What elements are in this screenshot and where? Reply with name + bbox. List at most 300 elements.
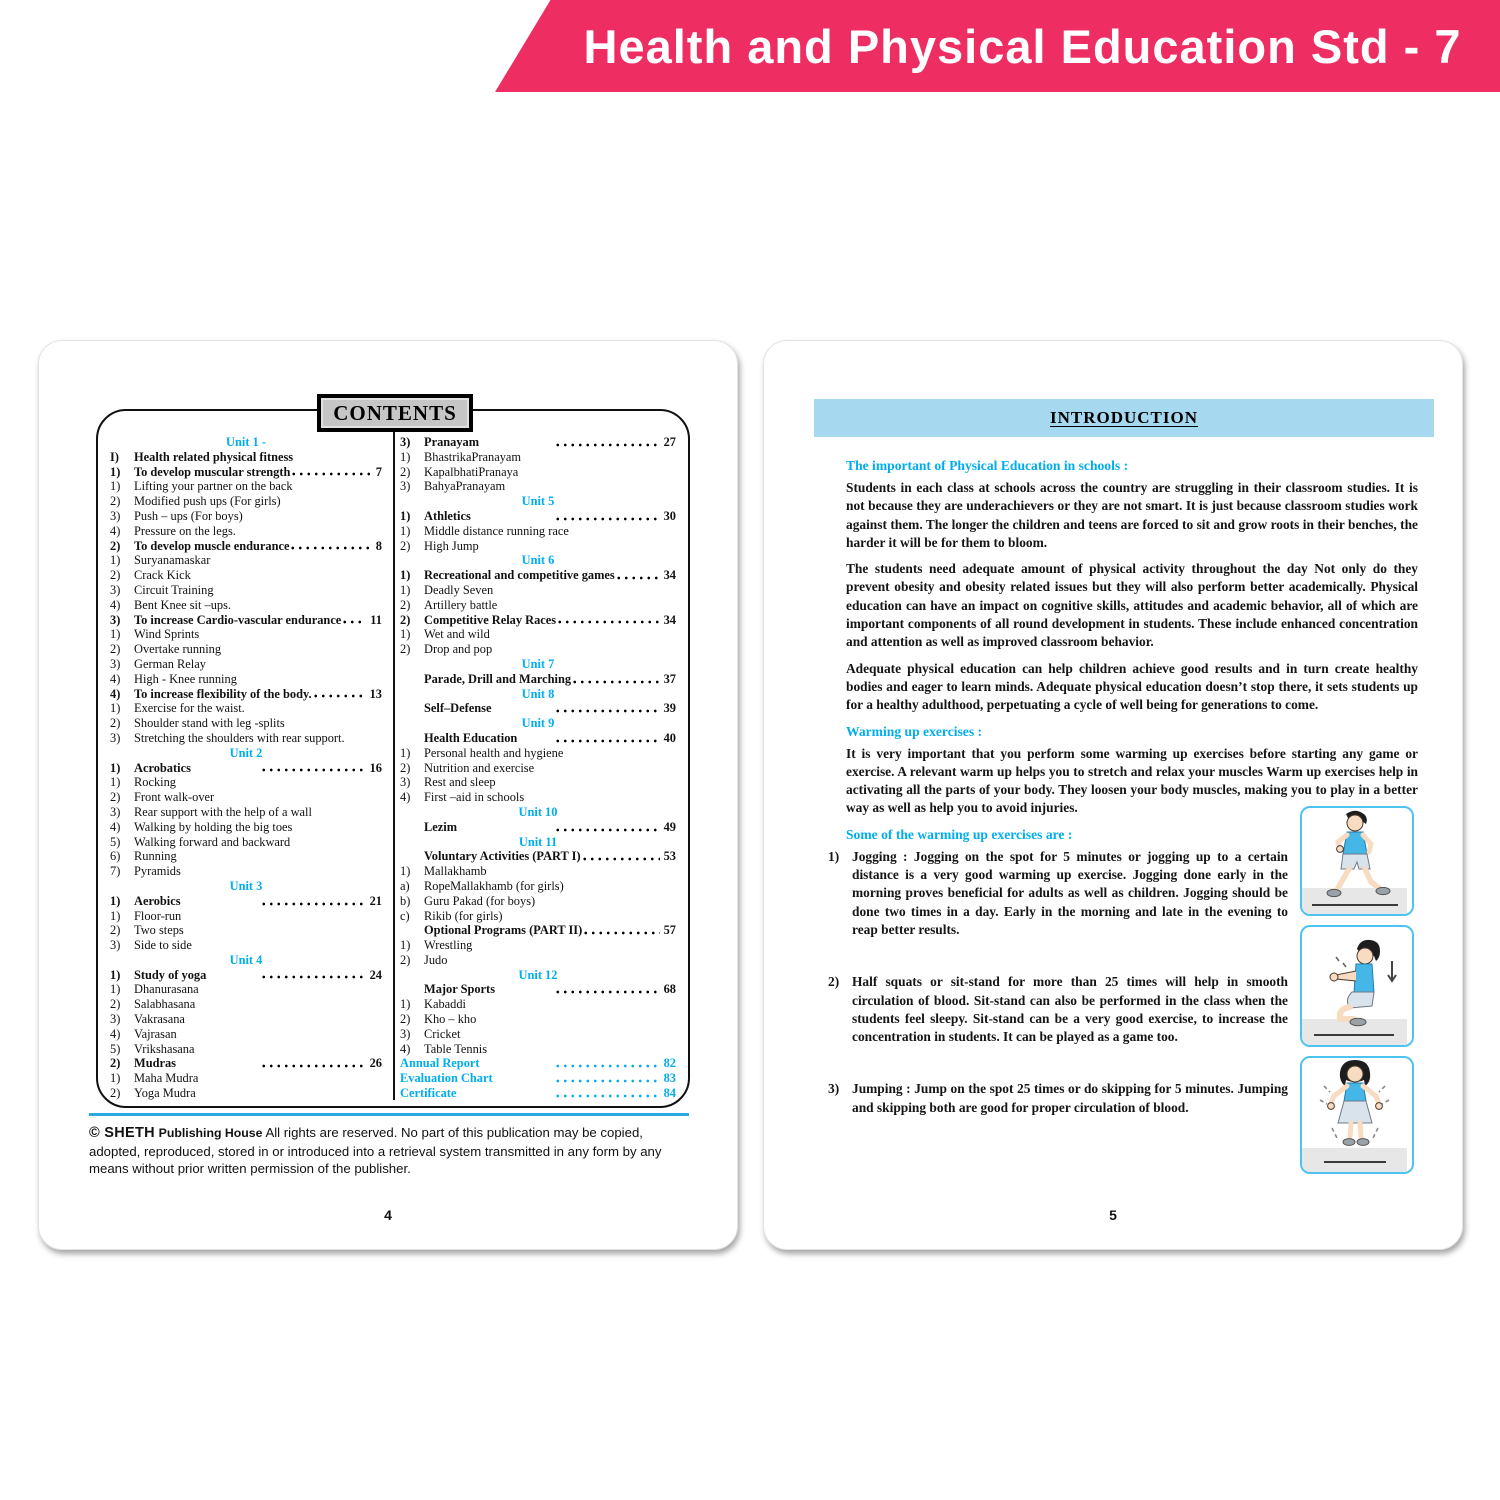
toc-page-ref: 21	[369, 893, 382, 908]
toc-page-ref: 68	[663, 982, 676, 997]
toc-entry-number: 4)	[400, 1041, 411, 1056]
toc-entry-label: Health Education	[424, 730, 518, 745]
toc-entry	[110, 598, 382, 613]
toc-entry	[110, 1012, 382, 1027]
header-banner	[0, 0, 1500, 92]
toc-entry	[110, 450, 382, 465]
dot-leader	[554, 1064, 660, 1068]
toc-entry-label: Rear support with the help of a wall	[134, 804, 312, 819]
toc-entry-number: 2)	[110, 538, 121, 553]
toc-entry-label: Vajrasan	[134, 1026, 177, 1041]
exercise-illustrations	[1300, 806, 1416, 1183]
exercise-text: Jumping : Jump on the spot 25 times or do skipping for 5 minutes. Jumping and skipping both are good for proper circulation of blood.	[852, 1081, 1288, 1115]
toc-entry-label: Lifting your partner on the back	[134, 479, 293, 494]
toc-entry	[400, 790, 676, 805]
toc-unit-heading: Unit 7	[521, 656, 555, 671]
toc-entry-label: Pranayam	[424, 435, 480, 449]
contents-underline-rule	[89, 1113, 689, 1116]
toc-entry	[400, 997, 676, 1012]
toc-entry-number: 1)	[110, 967, 121, 982]
toc-entry-number: 3)	[110, 730, 121, 745]
toc-entry-label: Judo	[424, 952, 448, 967]
toc-entry-label: Deadly Seven	[424, 582, 494, 597]
toc-entry-label: Certificate	[400, 1086, 457, 1101]
toc-unit-heading: Unit 12	[518, 967, 558, 982]
toc-entry	[110, 583, 382, 598]
toc-entry-number: 1)	[110, 908, 121, 923]
toc-entry-number: 7)	[110, 864, 121, 879]
toc-entry-number: 3)	[110, 582, 121, 597]
book-title: Health and Physical Education Std - 7	[583, 19, 1462, 73]
toc-entry	[400, 613, 676, 628]
toc-entry-label: Evaluation Chart	[400, 1071, 493, 1086]
dot-leader	[554, 828, 660, 832]
toc-entry-label: Pressure on the legs.	[134, 523, 236, 538]
copyright-text: All rights are reserved. No part of this publication may be copied, adopted, reproduced, stored in or introduced into a retrieval system transmitted in any form by any means without prior written permission of the publisher.	[89, 1125, 662, 1176]
toc-entry-number: 1)	[110, 627, 121, 642]
toc-entry	[400, 909, 676, 924]
toc-entry	[110, 672, 382, 687]
toc-entry-number: 2)	[400, 464, 411, 479]
toc-unit-heading: Unit 11	[518, 834, 558, 849]
toc-entry-label: Study of yoga	[134, 967, 207, 982]
toc-page-ref: 27	[663, 435, 676, 449]
toc-entry-label: Modified push ups (For girls)	[134, 494, 281, 509]
dot-leader	[260, 1064, 366, 1068]
toc-entry	[110, 820, 382, 835]
toc-entry-label: First –aid in schools	[424, 790, 525, 805]
toc-unit-heading: Unit 2	[229, 745, 263, 760]
dot-leader	[571, 680, 660, 684]
toc-entry-label: Shoulder stand with leg -splits	[134, 716, 285, 731]
toc-entry	[110, 761, 382, 776]
toc-entry-label: Rest and sleep	[424, 775, 496, 790]
toc-entry-number: 2)	[400, 1012, 411, 1027]
jumping-girl-illustration	[1300, 1056, 1414, 1174]
toc-entry-number: 1)	[400, 864, 411, 879]
toc-entry-number: I)	[110, 449, 119, 464]
section-heading: The important of Physical Education in schools :	[846, 458, 1129, 473]
exercise-number: 1)	[828, 848, 840, 864]
toc-entry-number: 2)	[400, 597, 411, 612]
toc-page-ref: 49	[663, 819, 676, 834]
toc-entry	[110, 509, 382, 524]
toc-entry-number: 4)	[110, 597, 121, 612]
toc-entry	[110, 805, 382, 820]
toc-entry	[110, 524, 382, 539]
toc-entry-number: 1)	[400, 582, 411, 597]
toc-entry	[400, 465, 676, 480]
toc-entry	[400, 642, 676, 657]
toc-entry-label: Maha Mudra	[134, 1071, 199, 1086]
dot-leader	[554, 443, 660, 447]
dot-leader	[260, 768, 366, 772]
toc-entry-number: 3)	[400, 775, 411, 790]
dot-leader	[581, 857, 660, 861]
jumping-girl-drawing	[1302, 1058, 1407, 1172]
toc-unit-heading: Unit 5	[521, 494, 555, 509]
toc-entry-label: German Relay	[134, 656, 206, 671]
section-heading: Some of the warming up exercises are :	[846, 826, 1073, 842]
toc-entry-label: Walking by holding the big toes	[134, 819, 293, 834]
toc-entry	[110, 657, 382, 672]
toc-entry-number: 3)	[400, 435, 411, 449]
toc-entry	[110, 701, 382, 716]
dot-leader	[554, 990, 660, 994]
toc-page-ref: 37	[663, 671, 676, 686]
toc-entry-label: Suryanamaskar	[134, 553, 211, 568]
toc-entry-label: Overtake running	[134, 642, 222, 657]
toc-unit-heading: Unit 1 -	[226, 435, 266, 449]
toc-entry-number: 5)	[110, 834, 121, 849]
toc-entry	[110, 1027, 382, 1042]
toc-entry-number: 1)	[400, 997, 411, 1012]
introduction-title: INTRODUCTION	[1049, 408, 1199, 427]
toc-entry-label: Kabaddi	[424, 997, 466, 1012]
toc-entry	[110, 849, 382, 864]
toc-entry-number: 1)	[110, 553, 121, 568]
toc-unit-heading: Unit 6	[521, 553, 555, 568]
toc-entry-number: 1)	[110, 982, 121, 997]
toc-entry	[400, 568, 676, 583]
toc-entry-number: 1)	[400, 568, 411, 583]
toc-entry-number: 4)	[110, 671, 121, 686]
toc-entry-number: 2)	[110, 642, 121, 657]
toc-entry-number: a)	[400, 878, 410, 893]
dot-leader	[554, 517, 660, 521]
toc-entry	[400, 539, 676, 554]
toc-page-ref: 83	[663, 1071, 676, 1086]
toc-entry-label: Kho – kho	[424, 1012, 477, 1027]
toc-entry-label: Running	[134, 849, 177, 864]
toc-unit-heading: Unit 10	[518, 804, 558, 819]
dot-leader	[556, 620, 659, 624]
toc-entry	[400, 524, 676, 539]
toc-entry-label: Circuit Training	[134, 582, 214, 597]
toc-entry-label: Yoga Mudra	[134, 1086, 196, 1101]
toc-entry	[400, 894, 676, 909]
toc-entry-label: Wind Sprints	[134, 627, 200, 642]
toc-entry-label: Mudras	[134, 1056, 176, 1071]
contents-page	[38, 340, 738, 1250]
exercise-text: Half squats or sit-stand for more than 25 times will help in smooth circulation of blood. Sit-stand can also be performed in the class when the students feel sleepy. Sit-stand can be a very good exercise, to increase the concentration in students. It can be played as a game too.	[852, 974, 1288, 1045]
toc-entry	[400, 775, 676, 790]
toc-entry	[110, 997, 382, 1012]
toc-entry-label: Aerobics	[134, 893, 181, 908]
toc-entry-number: b)	[400, 893, 411, 908]
toc-entry	[110, 775, 382, 790]
toc-page-ref: 16	[369, 760, 382, 775]
toc-entry-label: Two steps	[134, 923, 184, 938]
dot-leader	[554, 739, 660, 743]
toc-entry	[400, 1042, 676, 1057]
dot-leader	[290, 472, 371, 476]
toc-entry-number: 3)	[400, 479, 411, 494]
toc-entry	[400, 598, 676, 613]
toc-entry-number: c)	[400, 908, 410, 923]
toc-entry	[110, 627, 382, 642]
toc-entry	[400, 864, 676, 879]
dot-leader	[615, 576, 660, 580]
toc-entry-number: 1)	[400, 449, 411, 464]
toc-entry-label: To develop muscular strength	[134, 464, 291, 479]
toc-entry	[110, 642, 382, 657]
body-paragraph: It is very important that you perform some warming up exercises before starting any game or exercise. A relevant warm up helps you to stretch and relax your muscles Warm up exercises help in activating all the parts of your body. They loosen your body muscles, making you to play in a better way as well as help you to avoid injuries.	[846, 745, 1418, 816]
toc-entry-number: 1)	[400, 627, 411, 642]
toc-entry	[400, 849, 676, 864]
toc-entry-label: Major Sports	[424, 982, 496, 997]
toc-entry-label: Pyramids	[134, 864, 181, 879]
toc-entry	[110, 968, 382, 983]
introduction-page	[763, 340, 1463, 1250]
toc-page-ref: 8	[375, 538, 382, 553]
toc-unit-heading: Unit 8	[521, 686, 555, 701]
toc-entry	[400, 627, 676, 642]
toc-entry-number: 4)	[110, 686, 121, 701]
contents-border-box	[96, 409, 690, 1108]
toc-unit-heading: Unit 4	[229, 952, 263, 967]
toc-entry-label: Acrobatics	[134, 760, 191, 775]
toc-entry	[400, 435, 676, 450]
section-heading: Warming up exercises :	[846, 723, 983, 739]
toc-entry-number: 1)	[110, 760, 121, 775]
left-page-number: 4	[384, 1207, 392, 1223]
toc-entry-label: Crack Kick	[134, 568, 191, 583]
toc-entry-label: Mallakhamb	[424, 864, 487, 879]
toc-entry	[400, 731, 676, 746]
toc-entry-label: Side to side	[134, 938, 192, 953]
toc-entry-number: 1)	[110, 893, 121, 908]
toc-entry	[110, 494, 382, 509]
contents-column-left	[110, 435, 382, 1101]
toc-entry-number: 2)	[400, 538, 411, 553]
toc-entry	[110, 716, 382, 731]
toc-entry	[110, 1042, 382, 1057]
toc-entry	[400, 982, 676, 997]
toc-entry-number: 3)	[110, 656, 121, 671]
toc-entry	[110, 553, 382, 568]
toc-entry	[400, 1012, 676, 1027]
toc-page-ref: 57	[663, 923, 676, 938]
toc-page-ref: 24	[369, 967, 382, 982]
toc-entry-label: Cricket	[424, 1026, 461, 1041]
toc-entry-label: RopeMallakhamb (for girls)	[424, 878, 564, 893]
toc-entry	[400, 479, 676, 494]
toc-entry	[400, 1086, 676, 1101]
dot-leader	[289, 546, 371, 550]
dot-leader	[341, 620, 366, 624]
toc-entry-label: Bent Knee sit –ups.	[134, 597, 232, 612]
toc-entry-label: Artillery battle	[424, 597, 498, 612]
toc-entry-number: 2)	[400, 642, 411, 657]
toc-entry-label: Nutrition and exercise	[424, 760, 535, 775]
toc-entry-number: 1)	[110, 464, 121, 479]
exercise-text: Jogging : Jogging on the spot for 5 minutes or jogging up to a certain distance is a very good warming up exercise. Jogging done early in the morning proves beneficial for adults as well as children. Jogging should be done two times in a day. Early in the morning and late in the evening to reap better results.	[852, 848, 1288, 937]
toc-page-ref: 39	[663, 701, 676, 716]
toc-entry-number: 1)	[400, 938, 411, 953]
jogging-boy-illustration	[1300, 806, 1414, 916]
toc-unit-heading: Unit 3	[229, 878, 263, 893]
toc-entry	[400, 701, 676, 716]
toc-entry-label: Push – ups (For boys)	[134, 508, 243, 523]
toc-entry-label: Wet and wild	[424, 627, 490, 642]
toc-entry	[400, 583, 676, 598]
toc-entry-number: 2)	[400, 952, 411, 967]
toc-entry-number: 2)	[400, 760, 411, 775]
toc-entry-label: Exercise for the waist.	[134, 701, 245, 716]
toc-entry-label: Front walk-over	[134, 790, 215, 805]
body-paragraph: The students need adequate amount of physical activity throughout the day Not only do they prevent obesity and obesity related issues but they will also perform better academically. Physical education can have an impact on cognitive skills, attitudes and academic behavior, all of which are important components of all round development in students. These include enhanced concentration and attention as well as improved classroom behavior.	[846, 561, 1418, 650]
toc-entry	[110, 938, 382, 953]
toc-entry	[110, 835, 382, 850]
toc-entry	[400, 672, 676, 687]
toc-entry-number: 1)	[110, 1071, 121, 1086]
toc-entry-number: 2)	[110, 790, 121, 805]
toc-entry-label: Vakrasana	[134, 1012, 185, 1027]
toc-page-ref: 30	[663, 508, 676, 523]
toc-entry	[110, 731, 382, 746]
toc-entry-number: 3)	[110, 612, 121, 627]
toc-entry-label: Dhanurasana	[134, 982, 199, 997]
toc-page-ref: 34	[663, 612, 676, 627]
toc-entry-number: 2)	[110, 568, 121, 583]
toc-entry-label: Stretching the shoulders with rear support.	[134, 730, 345, 745]
toc-entry-label: Middle distance running race	[424, 523, 569, 538]
jogging-boy-drawing	[1302, 808, 1407, 914]
toc-page-ref: 11	[370, 612, 382, 627]
toc-entry-number: 2)	[110, 494, 121, 509]
toc-entry-label: Annual Report	[400, 1056, 480, 1071]
toc-entry-label: KapalbhatiPranaya	[424, 464, 519, 479]
toc-page-ref: 40	[663, 730, 676, 745]
toc-entry-number: 5)	[110, 1041, 121, 1056]
toc-entry-label: Drop and pop	[424, 642, 493, 657]
toc-entry-number: 3)	[110, 804, 121, 819]
toc-entry-label: Self–Defense	[424, 701, 492, 716]
toc-entry-label: Walking forward and backward	[134, 834, 291, 849]
right-page-number: 5	[1109, 1207, 1117, 1223]
toc-entry	[110, 465, 382, 480]
exercise-number: 3)	[828, 1081, 840, 1097]
toc-entry	[110, 613, 382, 628]
toc-page-ref: 82	[663, 1056, 676, 1071]
toc-entry-label: Guru Pakad (for boys)	[424, 893, 536, 908]
toc-entry-number: 1)	[110, 479, 121, 494]
toc-entry-number: 3)	[110, 508, 121, 523]
toc-entry-label: Athletics	[424, 508, 471, 523]
toc-entry	[110, 894, 382, 909]
toc-entry-number: 4)	[110, 1026, 121, 1041]
toc-entry	[110, 568, 382, 583]
toc-entry-label: BahyaPranayam	[424, 479, 506, 494]
toc-entry-number: 2)	[400, 612, 411, 627]
toc-entry-number: 3)	[400, 1026, 411, 1041]
toc-entry-number: 4)	[110, 523, 121, 538]
toc-entry-label: Health related physical fitness	[134, 449, 294, 464]
publisher-brand: © SHETH	[89, 1125, 155, 1141]
toc-entry-number: 3)	[110, 1012, 121, 1027]
body-paragraph: Adequate physical education can help children achieve good results and in turn create healthy bodies and eager to learn minds. Adequate physical education doesn’t stop there, it sets students up for a healthy adulthood, perpetuating a cycle of well being for generations to come.	[846, 660, 1418, 713]
toc-entry	[110, 1086, 382, 1101]
toc-entry	[110, 687, 382, 702]
toc-entry-label: Floor-run	[134, 908, 182, 923]
toc-entry	[110, 982, 382, 997]
toc-entry-number: 3)	[110, 938, 121, 953]
toc-page-ref: 26	[369, 1056, 382, 1071]
toc-entry-label: Recreational and competitive games	[424, 568, 615, 583]
toc-entry-label: Table Tennis	[424, 1041, 488, 1056]
sit-stand-boy-illustration	[1300, 925, 1414, 1047]
toc-entry-number: 2)	[110, 716, 121, 731]
toc-entry-label: BhastrikaPranayam	[424, 449, 522, 464]
toc-entry	[110, 479, 382, 494]
toc-entry	[400, 938, 676, 953]
toc-entry-number: 1)	[110, 701, 121, 716]
toc-entry	[110, 923, 382, 938]
toc-entry	[110, 790, 382, 805]
toc-entry-number: 4)	[110, 819, 121, 834]
toc-page-ref: 7	[375, 464, 382, 479]
toc-entry	[400, 761, 676, 776]
toc-entry	[400, 1071, 676, 1086]
toc-entry-label: Optional Programs (PART II)	[424, 923, 583, 938]
dot-leader	[554, 709, 660, 713]
contents-column-right	[400, 435, 676, 1101]
toc-entry	[400, 820, 676, 835]
toc-page-ref: 34	[663, 568, 676, 583]
toc-unit-heading: Unit 9	[521, 716, 555, 731]
toc-page-ref: 13	[369, 686, 382, 701]
toc-entry-label: Parade, Drill and Marching	[424, 671, 572, 686]
toc-entry	[110, 864, 382, 879]
toc-entry	[400, 953, 676, 968]
toc-entry-label: Lezim	[424, 819, 458, 834]
contents-title-box	[317, 394, 473, 432]
toc-entry-number: 4)	[400, 790, 411, 805]
toc-page-ref: 53	[663, 849, 676, 864]
toc-entry-number: 1)	[110, 775, 121, 790]
toc-entry-label: Voluntary Activities (PART I)	[424, 849, 581, 864]
toc-entry-label: Rikib (for girls)	[424, 908, 503, 923]
dot-leader	[312, 694, 366, 698]
copyright-notice	[89, 1124, 691, 1178]
toc-entry-label: To increase Cardio-vascular endurance	[134, 612, 342, 627]
toc-entry-number: 6)	[110, 849, 121, 864]
exercise-number: 2)	[828, 974, 840, 990]
toc-entry	[400, 1027, 676, 1042]
dot-leader	[554, 1094, 660, 1098]
toc-entry-number: 2)	[110, 997, 121, 1012]
toc-entry-label: Personal health and hygiene	[424, 745, 564, 760]
toc-entry-label: To increase flexibility of the body.	[134, 686, 312, 701]
contents-column-divider	[393, 425, 395, 1100]
toc-entry-number: 1)	[400, 508, 411, 523]
toc-entry-label: Rocking	[134, 775, 176, 790]
toc-entry	[110, 1071, 382, 1086]
toc-entry-number: 1)	[400, 745, 411, 760]
dot-leader	[260, 902, 366, 906]
toc-page-ref: 84	[663, 1086, 676, 1101]
toc-entry	[400, 450, 676, 465]
toc-entry	[400, 509, 676, 524]
introduction-title-bar	[814, 399, 1434, 437]
toc-entry	[400, 746, 676, 761]
contents-title: CONTENTS	[333, 400, 457, 425]
toc-entry-number: 1)	[400, 523, 411, 538]
publisher-name: Publishing House	[158, 1126, 263, 1140]
toc-entry	[400, 1056, 676, 1071]
toc-entry	[110, 1056, 382, 1071]
